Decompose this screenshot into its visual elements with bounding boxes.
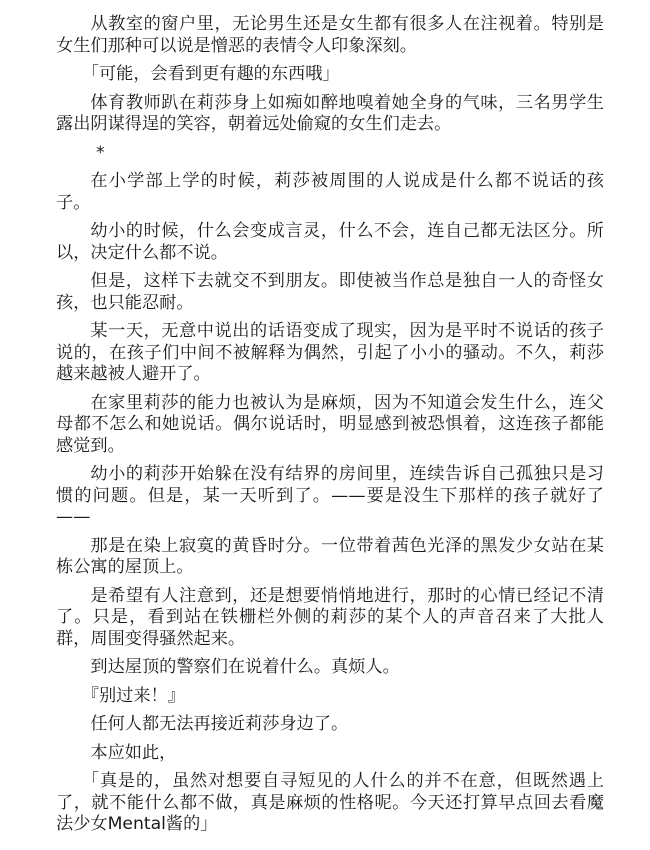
paragraph: 但是，这样下去就交不到朋友。即使被当作总是独自一人的奇怪女孩，也只能忍耐。 <box>56 271 604 313</box>
scene-separator: * <box>96 142 105 163</box>
paragraph: 任何人都无法再接近莉莎身边了。 <box>90 714 349 734</box>
paragraph: 到达屋顶的警察们在说着什么。真烦人。 <box>90 657 400 677</box>
paragraph: 幼小的时候，什么会变成言灵，什么不会，连自己都无法区分。所以，决定什么都不说。 <box>56 221 604 263</box>
paragraph: 从教室的窗户里，无论男生还是女生都有很多人在注视着。特别是女生们那种可以说是憎恶的表情令人印象深刻。 <box>56 14 604 56</box>
paragraph: 是希望有人注意到，还是想要悄悄地进行，那时的心情已经记不清了。只是，看到站在铁栅栏外侧的莉莎的某个人的声音召来了大批人群，周围变得骚然起来。 <box>56 585 604 649</box>
paragraph: 体育教师趴在莉莎身上如痴如醉地嗅着她全身的气味，三名男学生露出阴谋得逞的笑容，朝着远处偷窥的女生们走去。 <box>56 92 604 134</box>
dialogue-paragraph: 「真是的，虽然对想要自寻短见的人什么的并不在意，但既然遇上了，就不能什么都不做，真是麻烦的性格呢。今天还打算早点回去看魔法少女Mental酱的」 <box>56 771 604 834</box>
paragraph: 幼小的莉莎开始躲在没有结界的房间里，连续告诉自己孤独只是习惯的问题。但是，某一天听到了。——要是没生下那样的孩子就好了—— <box>56 464 604 527</box>
dialogue-paragraph: 「可能，会看到更有趣的东西哦」 <box>81 64 340 84</box>
dialogue-paragraph: 『别过来！』 <box>81 685 185 706</box>
paragraph: 在家里莉莎的能力也被认为是麻烦，因为不知道会发生什么，连父母都不怎么和她说话。偶尔说话时，明显感到被恐惧着，这连孩子都能感觉到。 <box>56 392 604 456</box>
paragraph: 那是在染上寂寞的黄昏时分。一位带着茜色光泽的黑发少女站在某栋公寓的屋顶上。 <box>56 535 604 577</box>
paragraph: 本应如此， <box>90 742 177 763</box>
paragraph: 某一天，无意中说出的话语变成了现实，因为是平时不说话的孩子说的，在孩子们中间不被解释为偶然，引起了小小的骚动。不久，莉莎越来越被人避开了。 <box>56 321 604 384</box>
paragraph: 在小学部上学的时候，莉莎被周围的人说成是什么都不说话的孩子。 <box>56 171 604 213</box>
document-page <box>56 14 604 843</box>
